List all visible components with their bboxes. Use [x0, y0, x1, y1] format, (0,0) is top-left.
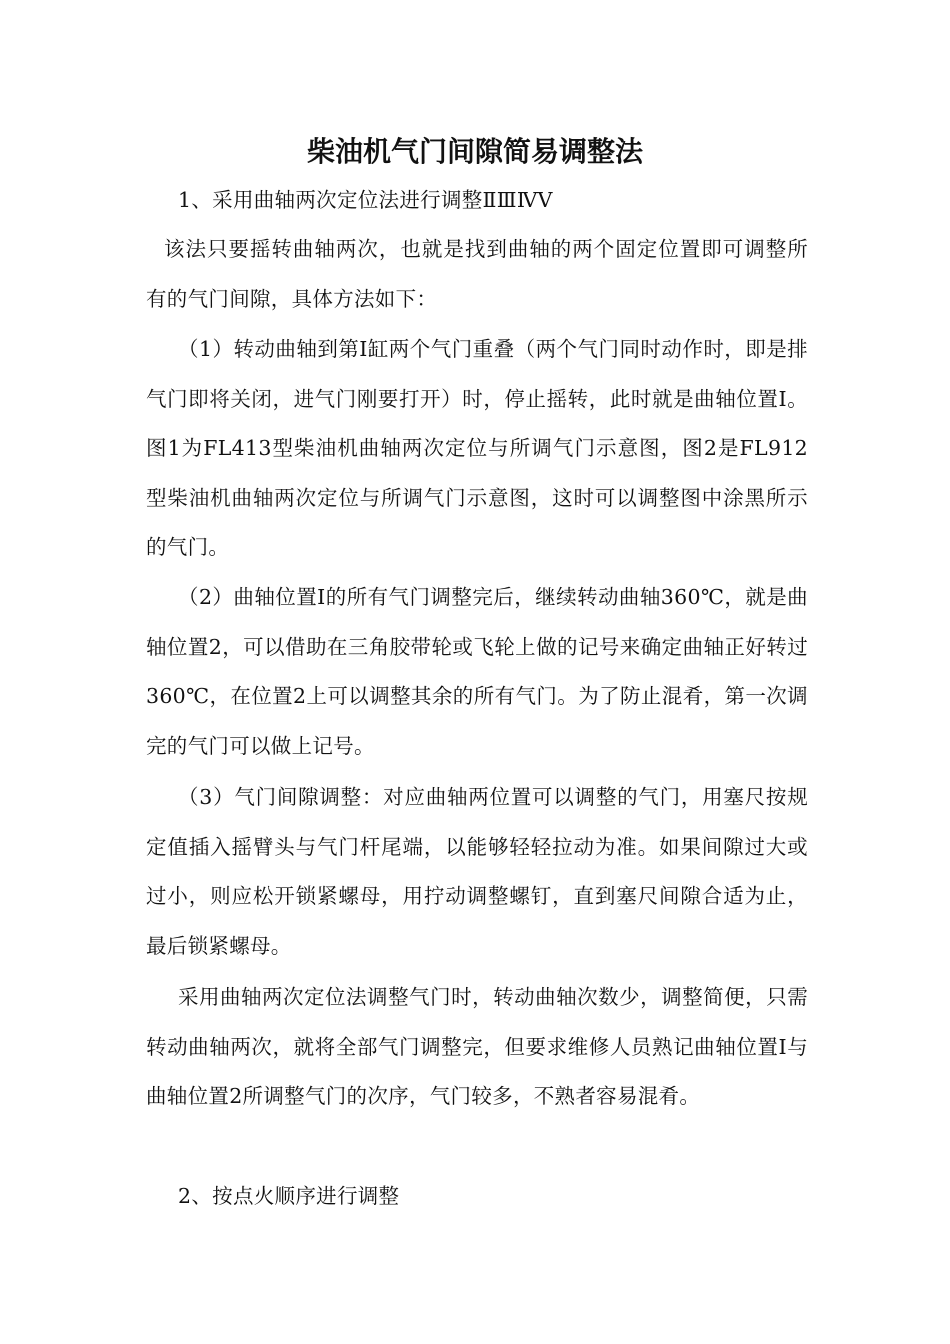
step-1-paragraph: （1）转动曲轴到第Ⅰ缸两个气门重叠（两个气门同时动作时，即是排气门即将关闭，进气门刚要打开）时，停止摇转，此时就是曲轴位置Ⅰ。图1为FL413型柴油机曲轴两次定位与所调气门示意图，图2是FL912型柴油机曲轴两次定位与所调气门示意图，这时可以调整图中涂黑所示的气门。 — [146, 337, 808, 559]
summary-paragraph: 采用曲轴两次定位法调整气门时，转动曲轴次数少，调整简便，只需转动曲轴两次，就将全部气门调整完，但要求维修人员熟记曲轴位置Ⅰ与曲轴位置2所调整气门的次序，气门较多，不熟者容易混肴。 — [146, 985, 808, 1108]
step-3-paragraph: （3）气门间隙调整：对应曲轴两位置可以调整的气门，用塞尺按规定值插入摇臂头与气门杆尾端，以能够轻轻拉动为准。如果间隙过大或过小，则应松开锁紧螺母，用拧动调整螺钉，直到塞尺间隙合适为止，最后锁紧螺母。 — [146, 785, 808, 958]
intro-paragraph: 该法只要摇转曲轴两次，也就是找到曲轴的两个固定位置即可调整所有的气门间隙，具体方法如下： — [146, 237, 808, 311]
section-1-heading: 1、采用曲轴两次定位法进行调整ⅡⅢⅣⅤ — [178, 188, 553, 212]
section-2-heading: 2、按点火顺序进行调整 — [178, 1184, 400, 1208]
step-2-paragraph: （2）曲轴位置Ⅰ的所有气门调整完后，继续转动曲轴360℃，就是曲轴位置2，可以借助在三角胶带轮或飞轮上做的记号来确定曲轴正好转过360℃，在位置2上可以调整其余的所有气门。为了防止混肴，第一次调完的气门可以做上记号。 — [146, 585, 808, 758]
document-title: 柴油机气门间隙简易调整法 — [306, 135, 643, 168]
